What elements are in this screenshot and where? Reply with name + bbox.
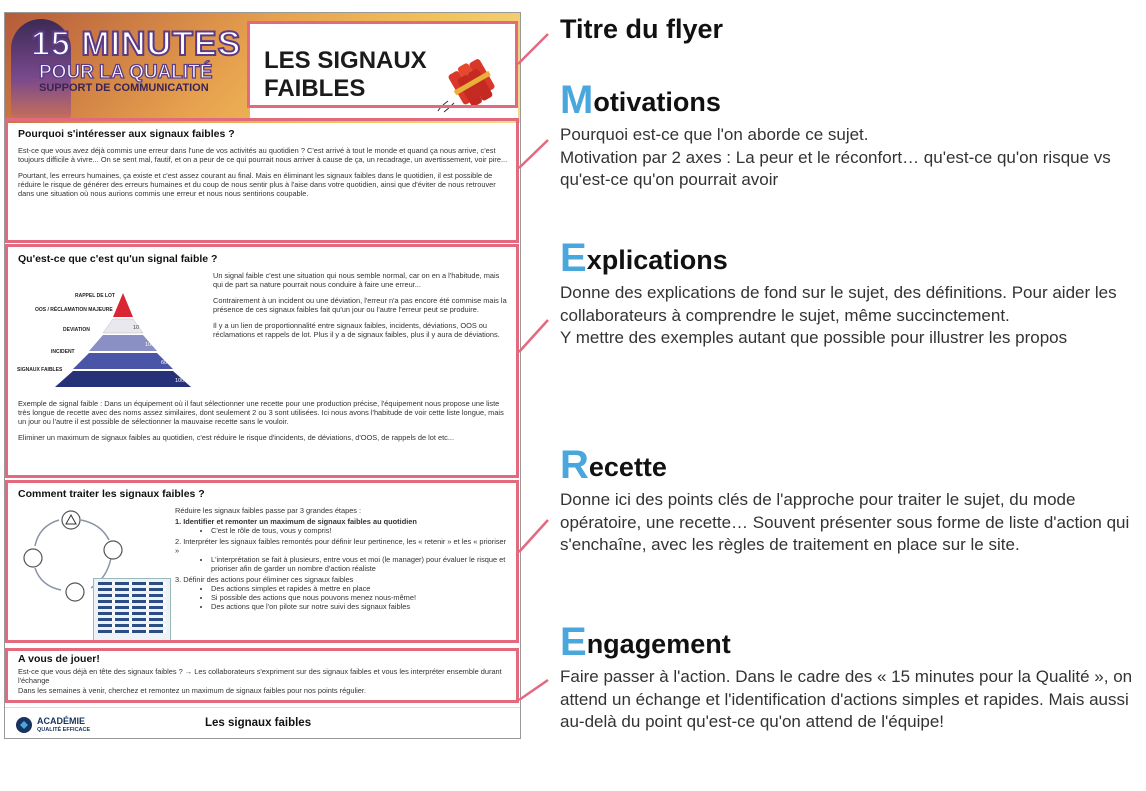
step-3-list bbox=[211, 584, 510, 611]
pyramid-value: 10 bbox=[133, 325, 140, 331]
pyramid-level-incident bbox=[73, 353, 173, 369]
logo-line1: ACADÉMIE bbox=[37, 716, 86, 726]
header-line1: 15 MINUTES bbox=[31, 25, 242, 63]
s2-right-text bbox=[213, 271, 508, 346]
flyer-title-box bbox=[250, 23, 518, 119]
initial-letter: R bbox=[560, 443, 589, 487]
pyramid-level-signaux bbox=[55, 371, 191, 387]
initial-letter: E bbox=[560, 620, 587, 664]
s1-paragraph-2: Pourtant, les erreurs humaines, ça existe et c'est assez courant au final. Mais en éliminant les signaux faibles dans le quotidien, il est possible de réduire le risque de générer des erreurs humaines et du coup de nous sentir plus à l'aise dans votre quotidien, ainsi que d'éviter de nous retrouver dans une situation où nous aurions commis une erreur et nous nous sentirions coupable. bbox=[18, 171, 496, 198]
step-2-list bbox=[211, 555, 510, 573]
heading-rest: xplications bbox=[586, 245, 728, 275]
step-3: 3. Définir des actions pour éliminer ces signaux faibles bbox=[175, 575, 354, 584]
flyer-title-line2: FAIBLES bbox=[264, 75, 366, 102]
s1-paragraph-1: Est-ce que vous avez déjà commis une erreur dans l'une de vos activités au quotidien ? C'est arrivé à tout le monde et quand ça nous arrive, c'est toujours difficile à vivre... On se sent mal, fautif, et on a peur de ce qui pourrait nous arriver à cause de ça, un recadrage, un avertissement, voir pire... bbox=[18, 146, 508, 164]
connector-titre bbox=[518, 34, 548, 64]
s4-paragraph-1: Est-ce que vous déjà en tête des signaux faibles ? → Les collaborateurs s'expriment sur des signaux faibles et vous les interpréter ensemble durant l'échange bbox=[18, 667, 502, 685]
s1-title: Pourquoi s'intéresser aux signaux faibles ? bbox=[18, 128, 235, 140]
logo-line2: QUALITÉ EFFICACE bbox=[37, 727, 91, 733]
initial-letter: M bbox=[560, 78, 594, 122]
cycle-node-warning bbox=[62, 511, 80, 529]
pyramid-value: 100 bbox=[145, 342, 155, 348]
cycle-node-gears bbox=[104, 541, 122, 559]
s3-intro: Réduire les signaux faibles passe par 3 grandes étapes : bbox=[175, 506, 362, 515]
annotation-motivations-heading bbox=[560, 80, 1140, 120]
s3-title: Comment traiter les signaux faibles ? bbox=[18, 488, 205, 500]
footer-title: Les signaux faibles bbox=[205, 717, 312, 729]
s2-b2: Eliminer un maximum de signaux faibles au quotidien, c'est réduire le risque d'incidents, de déviations, d'OOS, de rappels de lot etc... bbox=[18, 433, 454, 442]
s2-r3: Il y a un lien de proportionnalité entre signaux faibles, incidents, déviations, OOS ou réclamations et rappels de lot. Plus il y a de signaux faibles, plus il y aura de déviations. bbox=[213, 321, 500, 339]
connector-motivations bbox=[519, 140, 548, 168]
annotation-motivations-desc: Pourquoi est-ce que l'on aborde ce sujet. Motivation par 2 axes : La peur et le réconfort… qu'est-ce qu'on risque vs qu'est-ce qu'on pourrait avoir bbox=[560, 125, 1111, 189]
flyer-title-line1: LES SIGNAUX bbox=[264, 47, 427, 74]
pyramid-label: SIGNAUX FAIBLES bbox=[17, 367, 63, 373]
academie-logo bbox=[15, 716, 105, 734]
list-item: • Des actions simples et rapides à mettre en place bbox=[211, 584, 510, 593]
pyramid-label: INCIDENT bbox=[51, 349, 75, 355]
initial-letter: E bbox=[560, 236, 587, 280]
annotation-explications bbox=[560, 238, 1140, 350]
annotation-recette-desc: Donne ici des points clés de l'approche pour traiter le sujet, du mode opératoire, une recette… Souvent présenter sous forme de liste d'action qui s'enchaîne, avec les règles de traitement en place sur le site. bbox=[560, 490, 1130, 554]
heading-rest: otivations bbox=[593, 87, 721, 117]
pyramid-value: 600 bbox=[161, 360, 171, 366]
section-recette bbox=[5, 486, 521, 649]
pyramid-label: DEVIATION bbox=[63, 327, 90, 333]
flyer bbox=[4, 12, 521, 739]
list-item: • L'interprétation se fait à plusieurs, entre vous et moi (le manager) pour évaluer le risque et prioriser afin de garder un nombre d'action réaliste bbox=[211, 555, 510, 573]
annotation-titre-heading: Titre du flyer bbox=[560, 14, 724, 44]
s4-paragraph-2: Dans les semaines à venir, cherchez et remontez un maximum de signaux faibles pour nos points régulier. bbox=[18, 686, 366, 695]
s4-title: A vous de jouer! bbox=[18, 653, 100, 665]
list-item: • Des actions que l'on pilote sur notre suivi des signaux faibles bbox=[211, 602, 510, 611]
annotation-titre bbox=[560, 12, 1140, 46]
risk-pyramid bbox=[15, 271, 205, 391]
header-line2: POUR LA QUALITÉ bbox=[39, 62, 213, 83]
list-item: • Si possible des actions que nous pouvons menez nous-même! bbox=[211, 593, 510, 602]
pyramid-label: RAPPEL DE LOT bbox=[75, 293, 115, 299]
step-1: 1. Identifier et remonter un maximum de signaux faibles au quotidien bbox=[175, 517, 417, 526]
annotation-explications-heading bbox=[560, 238, 1140, 278]
list-item: • C'est le rôle de tous, vous y compris! bbox=[211, 526, 510, 535]
section-engagement bbox=[5, 653, 521, 703]
s3-steps bbox=[175, 506, 510, 611]
annotation-recette bbox=[560, 445, 1140, 557]
annotation-explications-desc: Donne des explications de fond sur le sujet, des définitions. Pour aider les collaborateurs à comprendre le sujet, même succinctement. Y mettre des exemples autant que possible pour illustrer les propos bbox=[560, 283, 1117, 347]
annotation-engagement-desc: Faire passer à l'action. Dans le cadre des « 15 minutes pour la Qualité », on attend un échange et l'identification d'actions simples et rapides. Mais aussi au-delà du point qu'est-ce qu'on attend de l'équipe! bbox=[560, 667, 1133, 731]
annotation-recette-heading bbox=[560, 445, 1140, 485]
pyramid-level-rappel bbox=[113, 293, 133, 317]
pyramid-value: 1000 bbox=[175, 378, 188, 384]
flyer-footer bbox=[5, 707, 521, 739]
s2-bottom-text bbox=[18, 399, 508, 449]
annotation-motivations bbox=[560, 80, 1140, 192]
cycle-node-person bbox=[66, 583, 84, 601]
s2-title: Qu'est-ce que c'est qu'un signal faible ? bbox=[18, 253, 218, 265]
flyer-title bbox=[264, 47, 444, 103]
s2-r1: Un signal faible c'est une situation qui nous semble normal, car on en a l'habitude, mais qui de part sa nature pourrait nous conduire à faire une erreur... bbox=[213, 271, 500, 289]
flyer-header-banner bbox=[5, 13, 521, 123]
dynamite-icon bbox=[434, 43, 514, 113]
step-2: 2. Interpréter les signaux faibles remontés pour définir leur pertinence, les « retenir » et les « prioriser » bbox=[175, 537, 507, 555]
academie-logo-icon bbox=[15, 716, 33, 734]
step-1-list bbox=[211, 526, 510, 535]
connector-explications bbox=[519, 320, 548, 352]
connector-recette bbox=[519, 520, 548, 552]
pyramid-label: OOS / RÉCLAMATION MAJEURE bbox=[35, 307, 113, 313]
tracking-sheet-icon bbox=[93, 578, 171, 642]
cycle-node-chat bbox=[24, 549, 42, 567]
annotation-engagement bbox=[560, 622, 1140, 734]
section-motivations bbox=[5, 126, 521, 248]
header-line3: SUPPORT DE COMMUNICATION bbox=[39, 82, 209, 94]
connector-engagement bbox=[519, 680, 548, 700]
s2-b1: Exemple de signal faible : Dans un équipement où il faut sélectionner une recette pour une production précise, l'équipement nous propose une liste très longue de recette avec des noms assez similaires, dont seulement 2 ou 3 sont utilisées. Ici nous avons l'habitude de voir cette liste longue, mais un jour ou l'autre il est possible de sélectionner la mauvaise recette sans le vouloir. bbox=[18, 399, 504, 426]
s2-r2: Contrairement à un incident ou une déviation, l'erreur n'a pas encore été commise mais la présence de ces signaux faibles fait qu'un jour ou l'autre l'erreur peut se produire. bbox=[213, 296, 507, 314]
section-explications bbox=[5, 249, 521, 483]
heading-rest: ngagement bbox=[586, 629, 731, 659]
heading-rest: ecette bbox=[588, 452, 667, 482]
annotation-engagement-heading bbox=[560, 622, 1140, 662]
